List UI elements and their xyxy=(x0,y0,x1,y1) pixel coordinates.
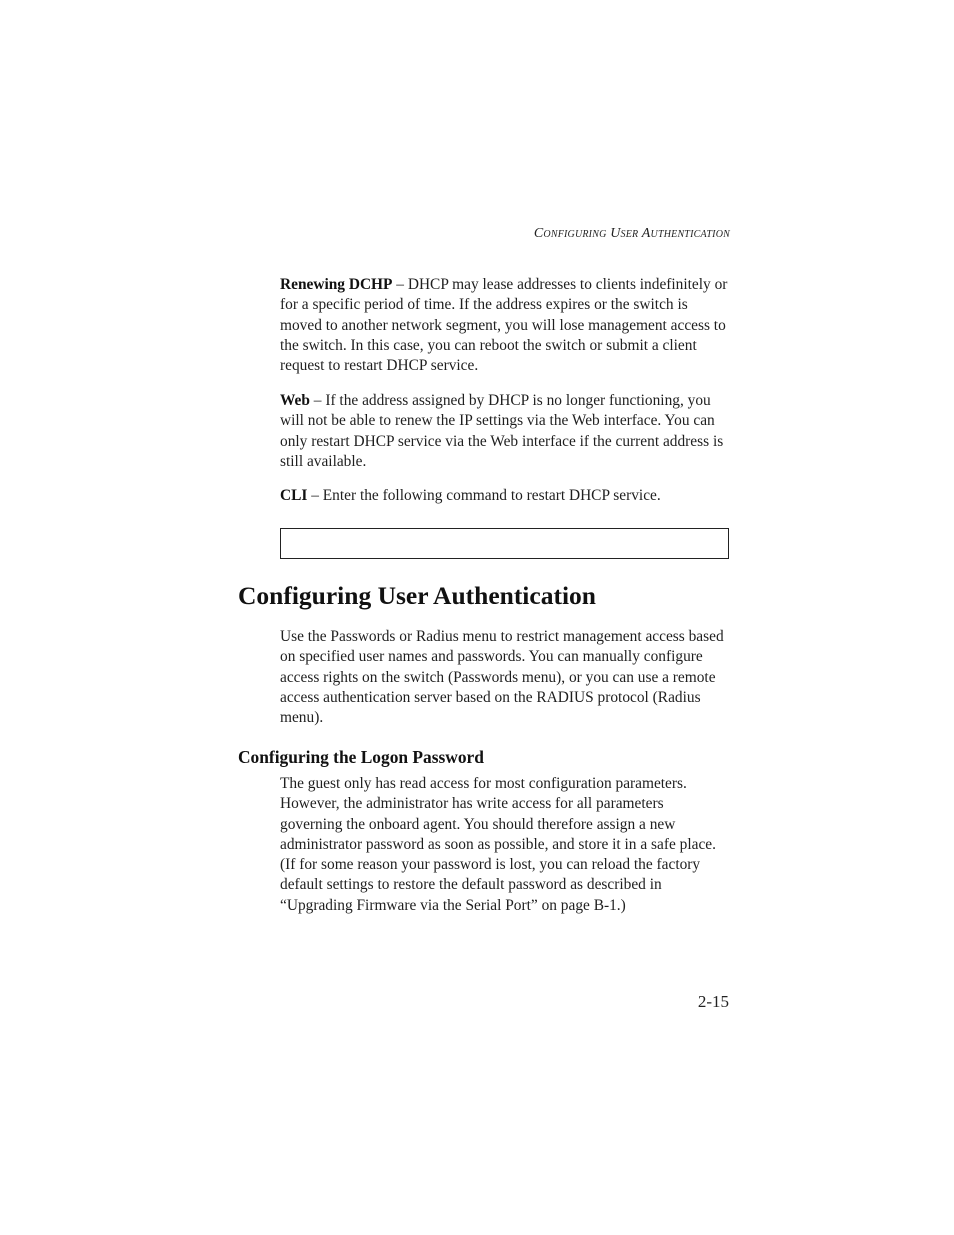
page-number: 2-15 xyxy=(697,992,729,1011)
cli-command-box xyxy=(280,528,729,559)
running-header: Configuring User Authentication xyxy=(533,226,730,241)
web-paragraph xyxy=(280,391,728,472)
subsection-body: The guest only has read access for most configuration parameters. However, the administrator has write access for all parameters governing the onboard agent. You should therefore assign a new administrator password as soon as possible, and store it in a safe place. (If for some reason your password is lost, you can reload the factory default settings to restore the default password as described in “Upgrading Firmware via the Serial Port” on page B-1.) xyxy=(280,775,716,914)
web-label: Web xyxy=(280,392,310,409)
cli-text: – Enter the following command to restart DHCP service. xyxy=(307,487,661,504)
cli-label: CLI xyxy=(280,487,308,504)
cli-paragraph xyxy=(280,486,728,506)
web-text: – If the address assigned by DHCP is no longer functioning, you will not be able to renew the IP settings via the Web interface. You can only restart DHCP service via the Web interface if the current address is still available. xyxy=(280,392,724,470)
renewing-dhcp-paragraph xyxy=(280,275,728,376)
subsection-title: Configuring the Logon Password xyxy=(238,747,484,767)
renewing-dhcp-label: Renewing DCHP xyxy=(280,276,393,293)
section-intro: Use the Passwords or Radius menu to restrict management access based on specified user names and passwords. You can manually configure access rights on the switch (Passwords menu), or you can use a remote access authentication server based on the RADIUS protocol (Radius menu). xyxy=(280,628,724,727)
section-title: Configuring User Authentication xyxy=(238,581,596,610)
renewing-dhcp-text: – DHCP may lease addresses to clients indefinitely or for a specific period of time. If the address expires or the switch is moved to another network segment, you will lose management access to the switch. In this case, you can reboot the switch or submit a client request to restart DHCP service. xyxy=(280,276,728,375)
